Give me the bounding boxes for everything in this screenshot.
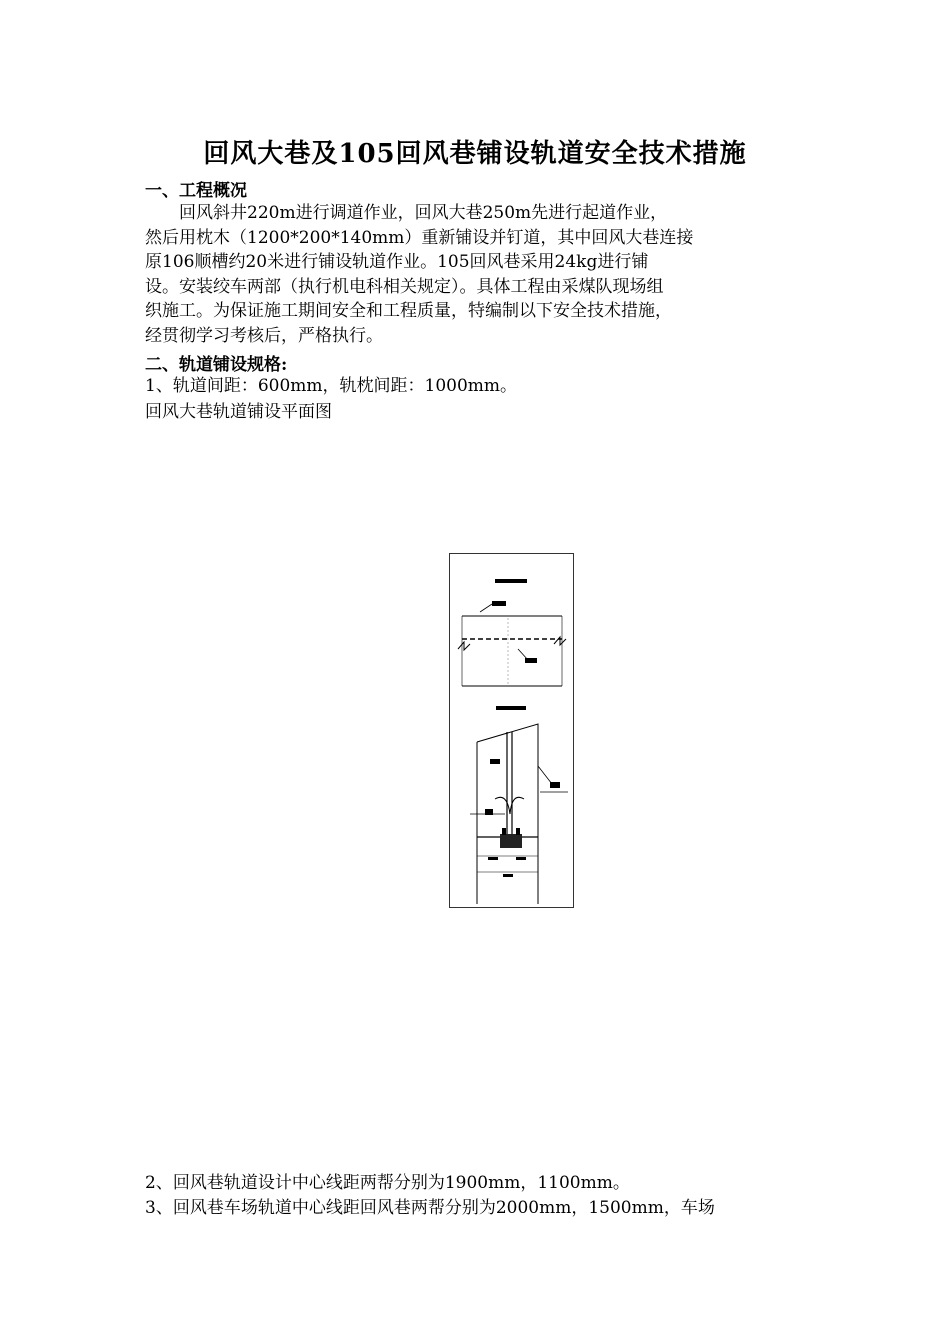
plan-annotation-2 [525, 658, 537, 663]
track-layout-drawing [449, 553, 574, 908]
overview-line-6: 经贯彻学习考核后，严格执行。 [145, 326, 383, 346]
spec-item-2: 2、回风巷轨道设计中心线距两帮分别为1900mm，1100mm。 [145, 1173, 630, 1193]
overview-line-2: 然后用枕木（1200*200*140mm）重新铺设并钉道，其中回风大巷连接 [145, 228, 694, 248]
plan-leader-1 [480, 604, 492, 612]
section-leader-3 [538, 766, 552, 784]
document-title: 回风大巷及105回风巷铺设轨道安全技术措施 [203, 139, 747, 169]
section-fork [495, 797, 524, 814]
section-sleeper [500, 834, 522, 848]
section-annotation-1 [490, 759, 500, 764]
section-dim-label-1 [488, 857, 498, 860]
spec-item-3: 3、回风巷车场轨道中心线距回风巷两帮分别为2000mm，1500mm，车场 [145, 1198, 715, 1218]
overview-line-1: 回风斜井220m进行调道作业，回风大巷250m先进行起道作业， [145, 203, 668, 223]
section-dim-label-3 [503, 874, 513, 877]
section-dim-label-2 [516, 857, 526, 860]
plan-break-left [458, 642, 470, 650]
section-label-mark [496, 706, 526, 710]
section-rail-left [502, 828, 506, 835]
section-heading-specs: 二、轨道铺设规格: [145, 355, 288, 375]
section-rail-right [516, 828, 520, 835]
spec-item-1: 1、轨道间距：600mm，轨枕间距：1000mm。 [145, 376, 518, 396]
figure-caption: 回风大巷轨道铺设平面图 [145, 402, 332, 422]
plan-annotation-1 [492, 601, 506, 606]
overview-line-5: 织施工。为保证施工期间安全和工程质量，特编制以下安全技术措施， [145, 301, 672, 321]
overview-line-3: 原106顺槽约20米进行铺设轨道作业。105回风巷采用24kg进行铺 [145, 252, 649, 272]
section-heading-overview: 一、工程概况 [145, 181, 247, 201]
plan-label-mark [495, 579, 527, 583]
plan-break-right [554, 637, 566, 645]
overview-line-4: 设。安装绞车两部（执行机电科相关规定）。具体工程由采煤队现场组 [145, 277, 664, 297]
track-layout-drawing-svg [450, 554, 573, 907]
